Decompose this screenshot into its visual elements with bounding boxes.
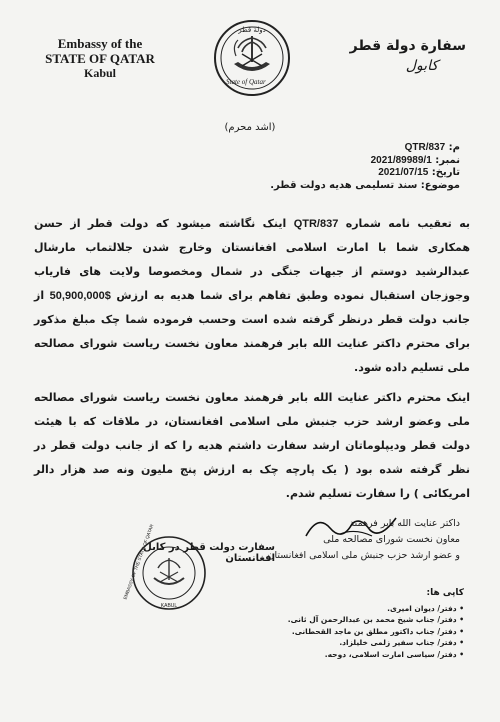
embassy-stamp-icon [122,523,208,612]
stamp-ring-bottom: KABUL [160,603,178,609]
meta-subject-label: موضوع: [420,179,460,191]
signatory-affiliation: و عضو ارشد حزب جنبش ملی اسلامی افغانستان [267,550,460,561]
header-arabic-line-2: كابول [405,58,438,74]
body-p1-part-a: به تعقیب نامه شماره [345,217,470,230]
meta-ref-row [260,155,460,168]
header-line-2: STATE OF QATAR [45,51,155,66]
signatory-title: معاون نخست شورای مصالحه ملی [323,534,460,545]
classification-label: (اشد محرم) [224,122,276,133]
letter-body [34,212,470,506]
meta-number-value: QTR/837 [404,142,446,153]
emblem-arabic-text: دولة قطر [238,26,266,34]
copies-item: • دفتر/ جناب شیخ محمد بن عبدالرحمن آل ثانی. [224,614,464,626]
copies-item: • دفتر/ دیوان امیری. [224,603,464,615]
copies-item: • دفتر/ سیاسی امارت اسلامی، دوحه. [224,649,464,661]
meta-ref-label: نمبر: [435,154,460,166]
stamp-ring-text: EMBASSY OF THE STATE OF QATAR [122,523,155,601]
signatory-name: داکتر عنایت الله بابر فرهمند [349,518,460,529]
stamp-arabic-label: سفارت دولت قطر در کابل افغانستان [143,542,275,564]
copies-item: • دفتر/ جناب داکتور مطلق بن ماجد القحطانی. [224,626,464,638]
header-line-3: Kabul [83,66,116,80]
meta-subject-row [260,180,460,193]
copies-list [224,588,464,660]
embassy-header-english [40,36,160,81]
meta-date-label: تاریخ: [431,167,460,178]
meta-number-row [260,142,460,155]
meta-number-label: م: [448,142,460,153]
body-paragraph-1 [34,212,470,380]
embassy-header-arabic [336,38,466,74]
copies-title: کاپی ها: [426,588,464,598]
meta-subject-value: سند تسلیمی هدیه دولت قطر. [270,179,418,191]
body-paragraph-2: اینک محترم داکتر عنایت الله بابر فرهمند معاون نخست ریاست شورای مصالحه ملی وعضو ارشد حزب جنبش ملی اسلامی افغانستان، در ملاقات که با هیئت دولت قطر ودیپلوماتان ارشد سفارت داشتم هدیه را که از جانب دولت قطر در نظر گرفته شده بود ( یک پارچه چک به ارزش پنج ملیون ونه صد هزار دالر امریکائی ) را سفارت تسلیم شدم. [34,391,470,500]
copies-item: • دفتر/ جناب سفیر زلمی خلیلزاد. [224,637,464,649]
body-p1-amount: 50,900,000$ [49,290,111,302]
meta-ref-value: 2021/89989/1 [370,154,432,166]
meta-date-row [260,167,460,180]
emblem-text: State of Qatar [226,78,266,86]
letter-meta [260,142,460,192]
qatar-emblem-icon [212,18,292,98]
body-p1-letter-number: QTR/837 [293,218,339,230]
meta-date-value: 2021/07/15 [378,167,429,178]
header-arabic-line-1: سفارة دولة قطر [349,38,466,54]
header-line-1: Embassy of the [57,36,143,51]
body-p1-part-b: اینک نگاشته میشود که دولت قطر از حسن همکاری شما با امارت اسلامی افغانستان وخارج شدن جلالتماب مارشال عبدالرشید دوستم از جبهات جنگی در شمال ومخصوصا ولایت های فاریاب وجوزجان استقبال نموده وطبق تفاهم برای شما هدیه به ارزش [34,217,470,302]
body-p1-part-c: از جانب دولت قطر درنظر گرفته شده است وحسب فرموده شما چک مبلغ مذکور برای محترم داکتر عنایت الله بابر فرهمند معاون نخست ریاست شورای مصالحه ملی تسلیم داده شود. [34,289,470,374]
